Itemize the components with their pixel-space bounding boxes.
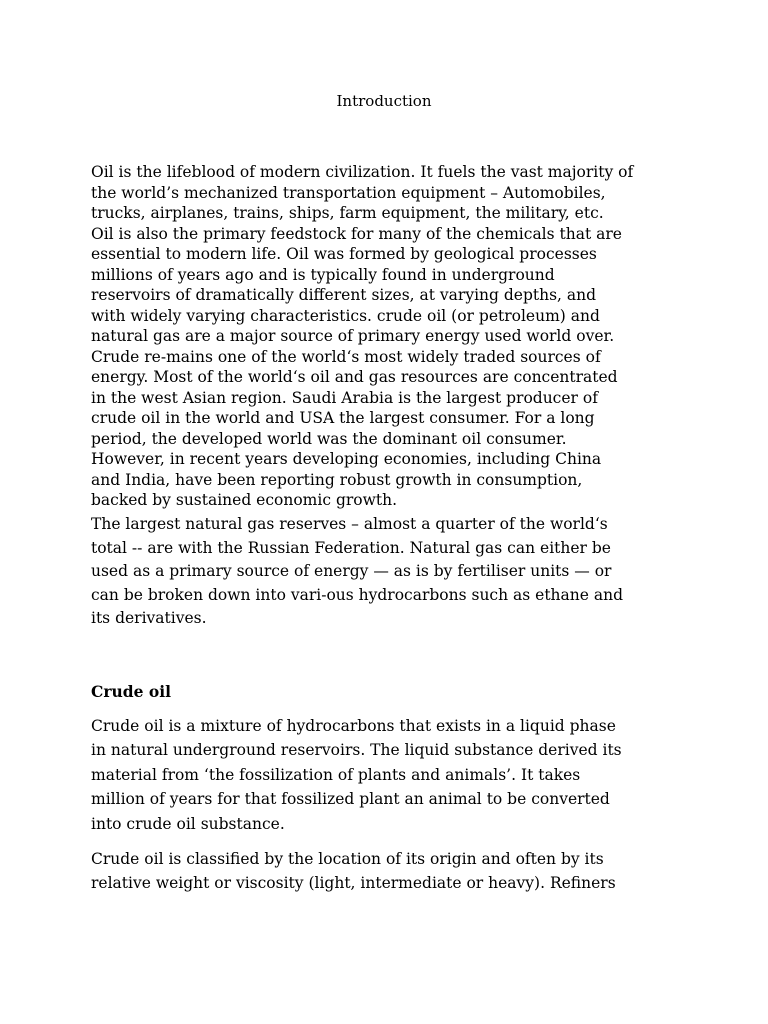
gas-line: The largest natural gas reserves – almost a quarter of the world‘s	[91, 515, 608, 533]
para1-line: material from ‘the fossilization of plants and animals’. It takes	[91, 765, 581, 784]
crude-oil-paragraph-2	[91, 847, 691, 896]
intro-line: period, the developed world was the dominant oil consumer.	[91, 429, 567, 448]
natural-gas-paragraph	[91, 513, 691, 631]
para2-line: relative weight or viscosity (light, intermediate or heavy). Refiners	[91, 874, 616, 893]
page-title: Introduction	[336, 92, 432, 110]
intro-line: reservoirs of dramatically different sizes, at varying depths, and	[91, 286, 597, 304]
intro-paragraph	[91, 162, 691, 511]
intro-line: Oil is the lifeblood of modern civilization. It fuels the vast majority of	[91, 163, 634, 181]
para1-line: into crude oil substance.	[91, 814, 285, 833]
intro-line: the world’s mechanized transportation equipment – Automobiles,	[91, 183, 606, 202]
intro-line: essential to modern life. Oil was formed by geological processes	[91, 245, 597, 263]
intro-line: and India, have been reporting robust growth in consumption,	[91, 470, 583, 489]
gas-line: can be broken down into vari-ous hydrocarbons such as ethane and	[91, 585, 624, 604]
para2-line: Crude oil is classified by the location of its origin and often by its	[91, 850, 604, 868]
intro-line: with widely varying characteristics. crude oil (or petroleum) and	[91, 306, 600, 325]
intro-line: Crude re-mains one of the world‘s most widely traded sources of	[91, 347, 601, 366]
gas-line: its derivatives.	[91, 609, 207, 627]
intro-line: millions of years ago and is typically found in underground	[91, 265, 555, 284]
intro-line: crude oil in the world and USA the largest consumer. For a long	[91, 409, 595, 427]
para1-line: Crude oil is a mixture of hydrocarbons that exists in a liquid phase	[91, 717, 616, 735]
gas-line: total -- are with the Russian Federation. Natural gas can either be	[91, 538, 611, 557]
intro-line: Oil is also the primary feedstock for many of the chemicals that are	[91, 224, 622, 243]
gas-line: used as a primary source of energy — as is by fertiliser units — or	[91, 562, 612, 580]
intro-line: backed by sustained economic growth.	[91, 491, 398, 509]
intro-line: energy. Most of the world‘s oil and gas resources are concentrated	[91, 368, 618, 386]
intro-line: trucks, airplanes, trains, ships, farm equipment, the military, etc.	[91, 204, 604, 222]
intro-line: However, in recent years developing economies, including China	[91, 450, 602, 468]
section-heading-crude-oil: Crude oil	[91, 682, 171, 701]
para1-line: in natural underground reservoirs. The liquid substance derived its	[91, 741, 622, 760]
para1-line: million of years for that fossilized plant an animal to be converted	[91, 790, 610, 809]
intro-line: natural gas are a major source of primary energy used world over.	[91, 327, 615, 345]
crude-oil-paragraph-1	[91, 714, 691, 836]
intro-line: in the west Asian region. Saudi Arabia is the largest producer of	[91, 388, 598, 407]
